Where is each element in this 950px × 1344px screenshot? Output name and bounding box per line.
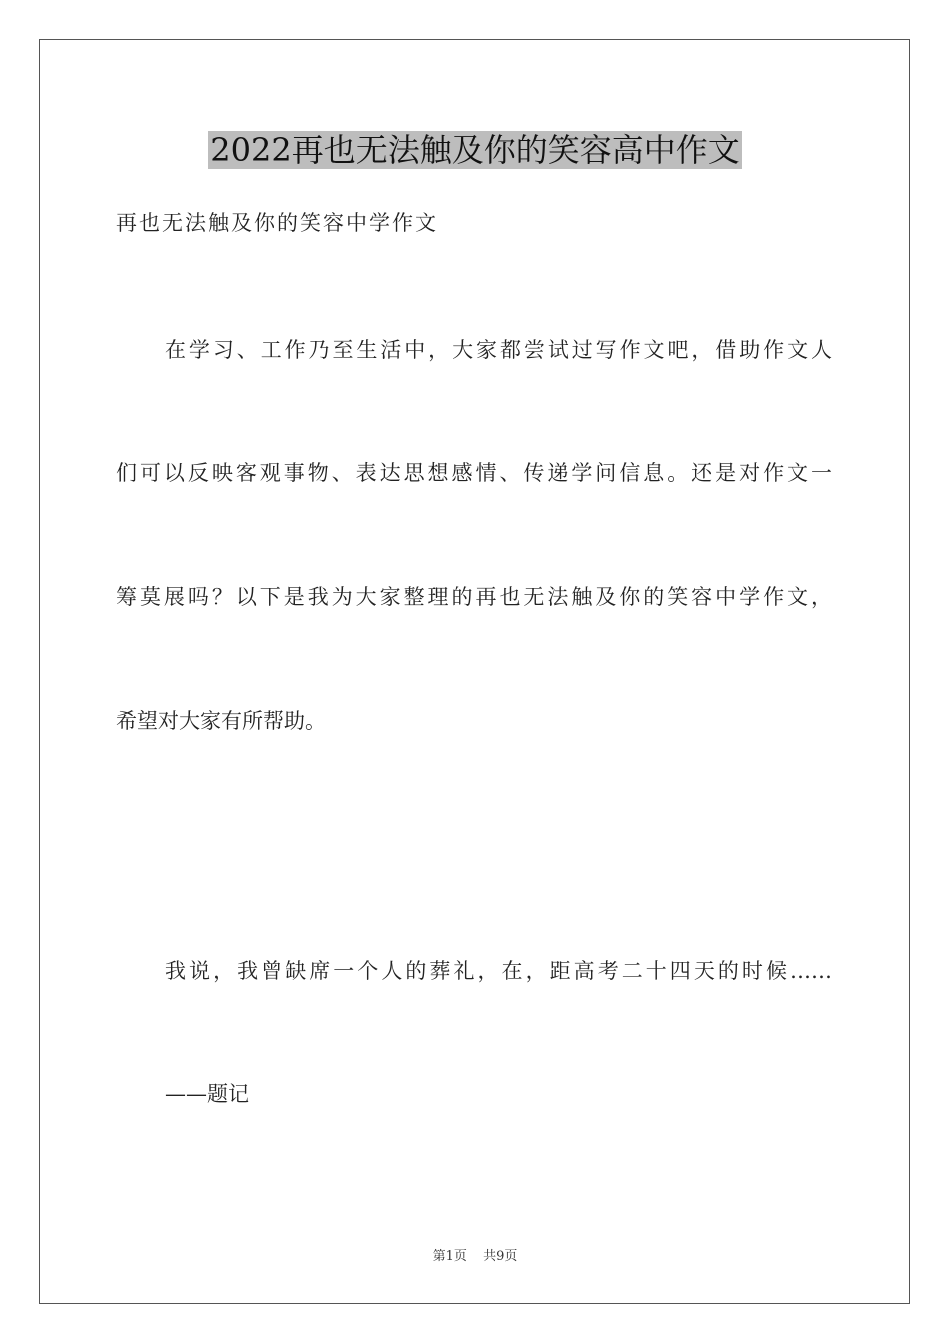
page-number-current: 第1页 (432, 1249, 467, 1264)
document-title (0, 128, 950, 172)
document-subtitle: 再也无法触及你的笑容中学作文 (116, 211, 438, 235)
page-footer (0, 1248, 950, 1266)
epigraph-attribution: ——题记 (165, 1082, 249, 1106)
intro-line-1: 在学习、工作乃至生活中，大家都尝试过写作文吧，借助作文人 (165, 338, 832, 362)
intro-line-3: 筹莫展吗？以下是我为大家整理的再也无法触及你的笑容中学作文， (116, 585, 832, 609)
page-number-total: 共9页 (483, 1249, 518, 1264)
intro-line-2: 们可以反映客观事物、表达思想感情、传递学问信息。还是对作文一 (116, 461, 832, 485)
epigraph-line: 我说，我曾缺席一个人的葬礼，在，距高考二十四天的时候…… (165, 959, 832, 983)
intro-line-4: 希望对大家有所帮助。 (116, 709, 326, 733)
document-title-text: 2022再也无法触及你的笑容高中作文 (210, 131, 740, 169)
